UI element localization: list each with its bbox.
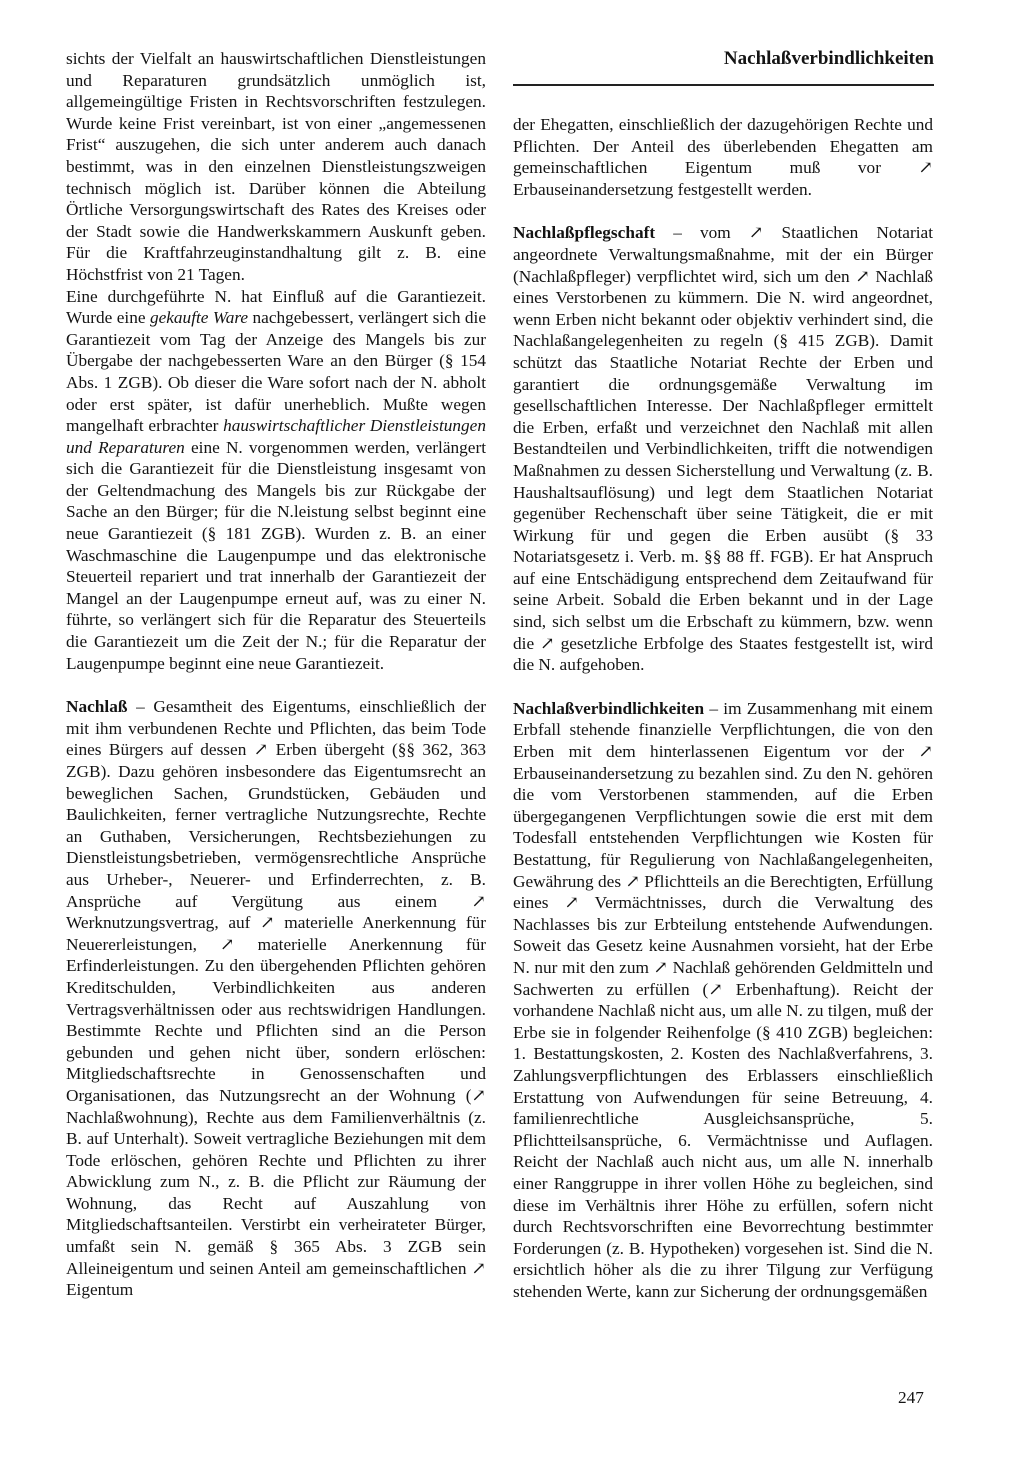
paragraph-fristen: sichts der Vielfalt an hauswirtschaftlichen Dienstleistungen und Reparaturen grundsätzlich unmöglich ist, allgemeingültige Fristen in Rechtsvorschriften festzulegen. Wurde keine Frist vereinbart, ist von einer „angemessenen Frist“ auszugehen, die sich unter anderem auch danach bestimmt, was in den einzelnen Dienstleistungszweigen technisch möglich ist. Darüber können die Abteilung Örtliche Versorgungswirtschaft des Rates des Kreises oder der Stadt sowie die Handwerkskammern Auskunft geben. Für die Kraftfahrzeuginstandhaltung gilt z. B. eine Höchstfrist von 21 Tagen. [66,49,486,284]
entry-term-nachlassverbindlichkeiten: Nachlaßverbindlichkeiten [513,698,705,718]
cross-reference-arrow-icon: ↗ [564,893,579,913]
cross-reference-arrow-icon: ↗ [471,1085,486,1105]
cross-reference-arrow-icon: ↗ [653,957,668,977]
cross-reference-arrow-icon: ↗ [918,742,933,762]
cross-reference-arrow-icon: ↗ [918,158,933,178]
entry-nachlassverbindlichkeiten: Nachlaßverbindlichkeiten – im Zusammenhang mit einem Erbfall stehende finanzielle Verpflichtungen, die von den Erben mit dem hinterlassenen Eigentum vor der ↗ Erbauseinandersetzung zu bezahlen sind. Zu den N. gehören die vom Verstorbenen stammenden, auf die Erben übergegangenen Verpflichtungen sowie die erst mit dem Todesfall entstehenden Verpflichtungen wie Kosten für Bestattung, für Regulierung von Nachlaßangelegenheiten, Gewährung des ↗ Pflichtteils an die Berechtigten, Erfüllung eines ↗ Vermächtnisses, durch die Verwaltung des Nachlasses bis zur Erbteilung entstehende Aufwendungen. Soweit das Gesetz keine Ausnahmen vorsieht, hat der Erbe N. nur mit den zum ↗ Nachlaß gehörenden Geldmitteln und Sachwerten zu erfüllen (↗ Erbenhaftung). Reicht der vorhandene Nachlaß nicht aus, um alle N. zu tilgen, muß der Erbe sie in folgender Reihenfolge (§ 410 ZGB) begleichen: 1. Bestattungskosten, 2. Kosten des Nachlaßverfahrens, 3. Zahlungsverpflichtungen des Erblassers einschließlich Erstattung von Aufwendungen für seine Betreuung, 4. familienrechtliche Ausgleichsansprüche, 5. Pflichtteilsansprüche, 6. Vermächtnisse und Auflagen. Reicht der Nachlaß auch nicht aus, um alle N. innerhalb einer Ranggruppe in ihrer vollen Höhe zu begleichen, sind diese im Verhältnis ihrer Höhe zu erfüllen, sofern nicht durch Rechtsvorschriften eine Bevorrechtung bestimmter Forderungen (z. B. Hypotheken) vorgesehen ist. Sind die N. ersichtlich höher als die zu ihrer Tilgung zur Verfügung stehenden Werte, kann zur Sicherung der ordnungsgemäßen [513,698,934,1301]
emphasis-dienstleistungen: hauswirtschaftlicher Dienstleistungen und Reparaturen [66,416,486,457]
cross-reference-arrow-icon: ↗ [708,979,723,999]
cross-reference-arrow-icon: ↗ [748,223,764,243]
emphasis-gekaufte-ware: gekaufte Ware [149,308,249,328]
left-column [66,48,486,1301]
entry-nachlasspflegschaft: Nachlaßpflegschaft – vom ↗ Staatlichen Notariat angeordnete Verwaltungsmaßnahme, mit der ein Bürger (Nachlaßpfleger) verpflichtet wird, sich um den ↗ Nachlaß eines Verstorbenen zu kümmern. Die N. wird angeordnet, wenn Erben nicht bekannt oder objektiv verhindert sind, die Nachlaßangelegenheiten zu regeln (§ 415 ZGB). Damit schützt das Staatliche Notariat Rechte der Erben und garantiert die ordnungsgemäße Verwaltung im gesellschaftlichen Interesse. Der Nachlaßpfleger ermittelt die Erben, erfaßt und verzeichnet den Nachlaß mit allen Bestandteilen und Verbindlichkeiten, trifft die notwendigen Maßnahmen zu dessen Sicherstellung und Verwaltung (z. B. Haushaltsauflösung) und legt dem Staatlichen Notariat gegenüber Rechenschaft über seine Tätigkeit, die er mit Wirkung für und gegen die Erben ausübt (§ 33 Notariatsgesetz i. Verb. m. §§ 88 ff. FGB). Er hat Anspruch auf eine Entschädigung entsprechend dem Zeitaufwand für seine Arbeit. Sobald die Erben bekannt und in der Lage sind, sich selbst um die Erbschaft zu kümmern, bzw. wenn die ↗ gesetzliche Erbfolge des Staates festgestellt ist, wird die N. aufgehoben. [513,223,934,675]
cross-reference-arrow-icon: ↗ [471,891,486,911]
cross-reference-arrow-icon: ↗ [625,871,640,891]
paragraph-ehegatten: der Ehegatten, einschließlich der dazugehörigen Rechte und Pflichten. Der Anteil des überlebenden Ehegatten am gemeinschaftlichen Eigentum muß vor ↗ Erbauseinandersetzung festgestellt werden. [513,115,933,199]
cross-reference-arrow-icon: ↗ [253,740,269,760]
paragraph-garantiezeit: Eine durchgeführte N. hat Einfluß auf die Garantiezeit. Wurde eine gekaufte Ware nachgebessert, verlängert sich die Garantiezeit vom Tag der Anzeige des Mangels bis zur Übergabe der nachgebesserten Ware an den Bürger (§ 154 Abs. 1 ZGB). Ob dieser die Ware sofort nach der N. abholt oder erst später, ist dafür unerheblich. Mußte wegen mangelhaft erbrachter hauswirtschaftlicher Dienstleistungen und Reparaturen eine N. vorgenommen werden, verlängert sich die Garantiezeit für die Dienstleistung insgesamt von der Geltendmachung des Mangels bis zur Rückgabe der Sache an den Bürger; für die N.leistung selbst beginnt eine neue Garantiezeit (§ 181 ZGB). Wurden z. B. an einer Waschmaschine die Laugenpumpe und das elektronische Steuerteil repariert und trat innerhalb der Garantiezeit der Mangel an der Laugenpumpe erneut auf, was zu einer N. führte, so verlängert sich für die Reparatur des Steuerteils die Garantiezeit um die Zeit der N.; für die Reparatur der Laugenpumpe beginnt eine neue Garantiezeit. [66,286,486,673]
running-header [513,46,934,86]
page-number: 247 [898,1388,924,1407]
cross-reference-arrow-icon: ↗ [471,1258,486,1278]
cross-reference-arrow-icon: ↗ [540,633,555,653]
cross-reference-arrow-icon: ↗ [220,934,235,954]
entry-nachlass: Nachlaß – Gesamtheit des Eigentums, einschließlich der mit ihm verbundenen Rechte und Pflichten, das beim Tode eines Bürgers auf dessen ↗ Erben übergeht (§§ 362, 363 ZGB). Dazu gehören insbesondere das Eigentumsrecht an beweglichen Sachen, Grundstücken, Gebäuden und Baulichkeiten, ferner vertragliche Nutzungsrechte, Rechte an Guthaben, Versicherungen, Rechtsbeziehungen zu Dienstleistungsbetrieben, vermögensrechtliche Ansprüche aus Urheber-, Neuerer- und Erfinderrechten, z. B. Ansprüche auf Vergütung aus einem ↗ Werknutzungsvertrag, auf ↗ materielle Anerkennung für Neuererleistungen, ↗ materielle Anerkennung für Erfinderleistungen. Zu den übergehenden Pflichten gehören Kreditschulden, Verbindlichkeiten aus anderen Vertragsverhältnissen oder aus rechtswidrigen Handlungen. Bestimmte Rechte und Pflichten sind an die Person gebunden und gehen nicht über, sondern erlöschen: Mitgliedschaftsrechte in Genossenschaften und Organisationen, das Nutzungsrecht an der Wohnung (↗ Nachlaßwohnung), Rechte aus dem Familienverhältnis (z. B. auf Unterhalt). Soweit vertragliche Beziehungen mit dem Tode erlöschen, gehören Rechte und Pflichten zu ihrer Abwicklung zum N., z. B. die Pflicht zur Räumung der Wohnung, das Recht auf Auszahlung von Mitgliedschaftsanteilen. Verstirbt ein verheirateter Bürger, umfaßt sein N. gemäß § 365 Abs. 3 ZGB sein Alleineigentum und seinen Anteil am gemeinschaftlichen ↗ Eigentum [66,697,486,1300]
cross-reference-arrow-icon: ↗ [260,913,275,933]
cross-reference-arrow-icon: ↗ [855,266,870,286]
entry-term-nachlasspflegschaft: Nachlaßpflegschaft [513,223,656,243]
running-header-title: Nachlaßverbindlichkeiten [723,48,934,69]
entry-term-nachlass: Nachlaß [66,697,128,717]
right-column [513,114,933,1302]
